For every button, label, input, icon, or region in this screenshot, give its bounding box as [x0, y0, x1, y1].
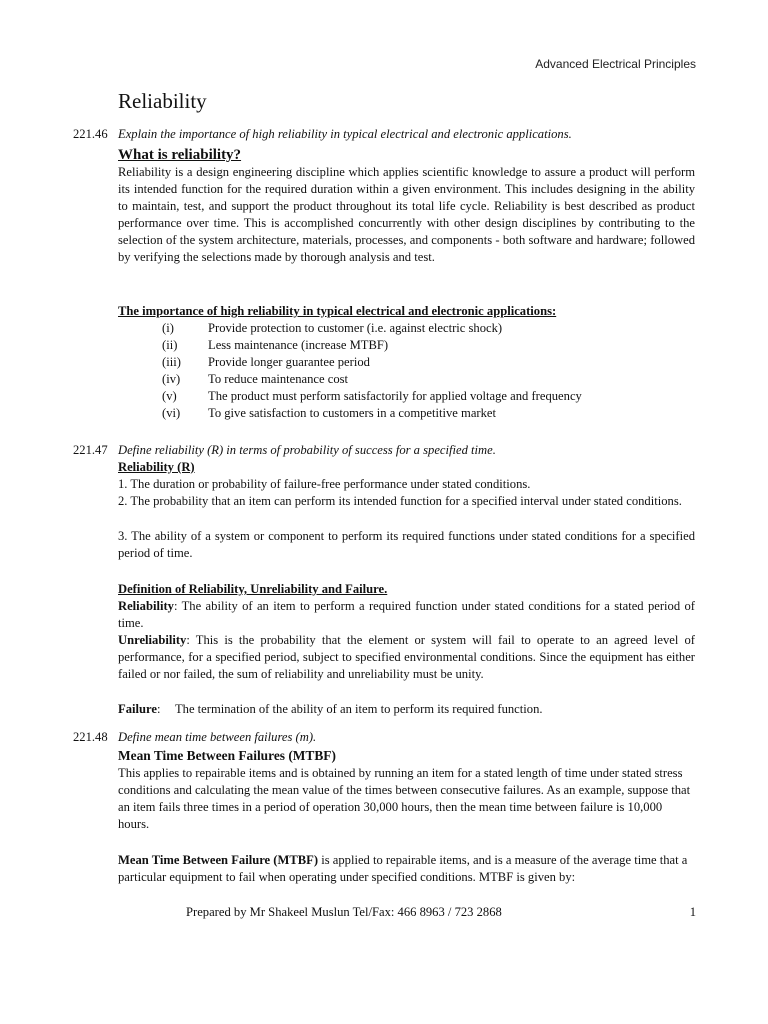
mtbf-paragraph-2: Mean Time Between Failure (MTBF) is applied to repairable items, and is a measure of the average time that a particular equipment to fail when operating under specified conditions. MTBF is given by:: [118, 853, 688, 884]
reliability-definition-1: 1. The duration or probability of failure-free performance under stated conditions.: [118, 477, 531, 491]
importance-list: [118, 320, 695, 422]
mtbf-paragraph-1: This applies to repairable items and is obtained by running an item for a stated length of time under stated stress conditions and calculating the mean value of the times between consecutive failures. As an example, suppose that an item fails three times in a period of operation 30,000 hours, then the mean time between failure is 10,000 hours.: [118, 766, 691, 831]
question-text: Define mean time between failures (m).: [118, 730, 317, 744]
list-item: (iii) Provide longer guarantee period: [162, 355, 370, 369]
importance-heading: The importance of high reliability in typical electrical and electronic applications:: [118, 304, 557, 318]
page-title: Reliability: [118, 89, 207, 113]
unreliability-term-definition: Unreliability: This is the probability that the element or system will fail to operate to an agreed level of performance, for a specified period, subject to specified environmental conditions. Since the equipment has either failed or nor failed, the sum of reliability and unreliability must be unity.: [118, 633, 695, 681]
definitions-heading: Definition of Reliability, Unreliability and Failure.: [118, 582, 388, 596]
term-reliability: Reliability: [118, 599, 174, 613]
list-item: (v) The product must perform satisfactorily for applied voltage and frequency: [162, 389, 582, 403]
reliability-r-heading: Reliability (R): [118, 460, 195, 474]
reliability-term-definition: Reliability: The ability of an item to perform a required function under stated conditions for a stated period of time.: [118, 599, 695, 630]
reliability-paragraph: Reliability is a design engineering discipline which applies scientific knowledge to assure a product will perform its intended function for the required duration within a given environment. This includes designing in the ability to maintain, test, and support the product throughout its total life cycle. Reliability is best described as product performance over time. This is accomplished concurrently with other design disciplines by contributing to the selection of the system architecture, materials, processes, and components - both software and hardware; followed by verifying the selections made by thorough analysis and test.: [118, 165, 695, 264]
failure-term-definition: Failure: The termination of the ability of an item to perform its required function.: [118, 702, 543, 716]
page-number: 1: [689, 905, 696, 919]
section-number: 221.47: [73, 443, 108, 457]
mtbf-heading: Mean Time Between Failures (MTBF): [118, 748, 336, 763]
reliability-definition-2: 2. The probability that an item can perform its intended function for a specified interval under stated conditions.: [118, 494, 682, 508]
section-221-48-question: [73, 729, 698, 746]
section-221-46-question: [73, 126, 698, 143]
list-item: (iv) To reduce maintenance cost: [162, 372, 349, 386]
reliability-definition-3: 3. The ability of a system or component to perform its required functions under stated conditions for a specified period of time.: [118, 529, 695, 560]
page-footer: [186, 905, 696, 920]
section-number: 221.48: [73, 730, 108, 744]
list-item: (i) Provide protection to customer (i.e. against electric shock): [162, 321, 503, 335]
section-221-47-question: [73, 442, 698, 459]
running-header: Advanced Electrical Principles: [535, 57, 696, 71]
what-is-reliability-heading: What is reliability?: [118, 147, 242, 163]
term-failure: Failure: [118, 702, 157, 716]
list-item: (ii) Less maintenance (increase MTBF): [162, 338, 389, 352]
list-item: (vi) To give satisfaction to customers in a competitive market: [162, 406, 496, 420]
section-number: 221.46: [73, 127, 108, 141]
footer-prepared-by: Prepared by Mr Shakeel Muslun Tel/Fax: 466 8963 / 723 2868: [186, 905, 502, 919]
term-unreliability: Unreliability: [118, 633, 187, 647]
question-text: Define reliability (R) in terms of probability of success for a specified time.: [118, 443, 496, 457]
question-text: Explain the importance of high reliability in typical electrical and electronic applications.: [118, 127, 572, 141]
